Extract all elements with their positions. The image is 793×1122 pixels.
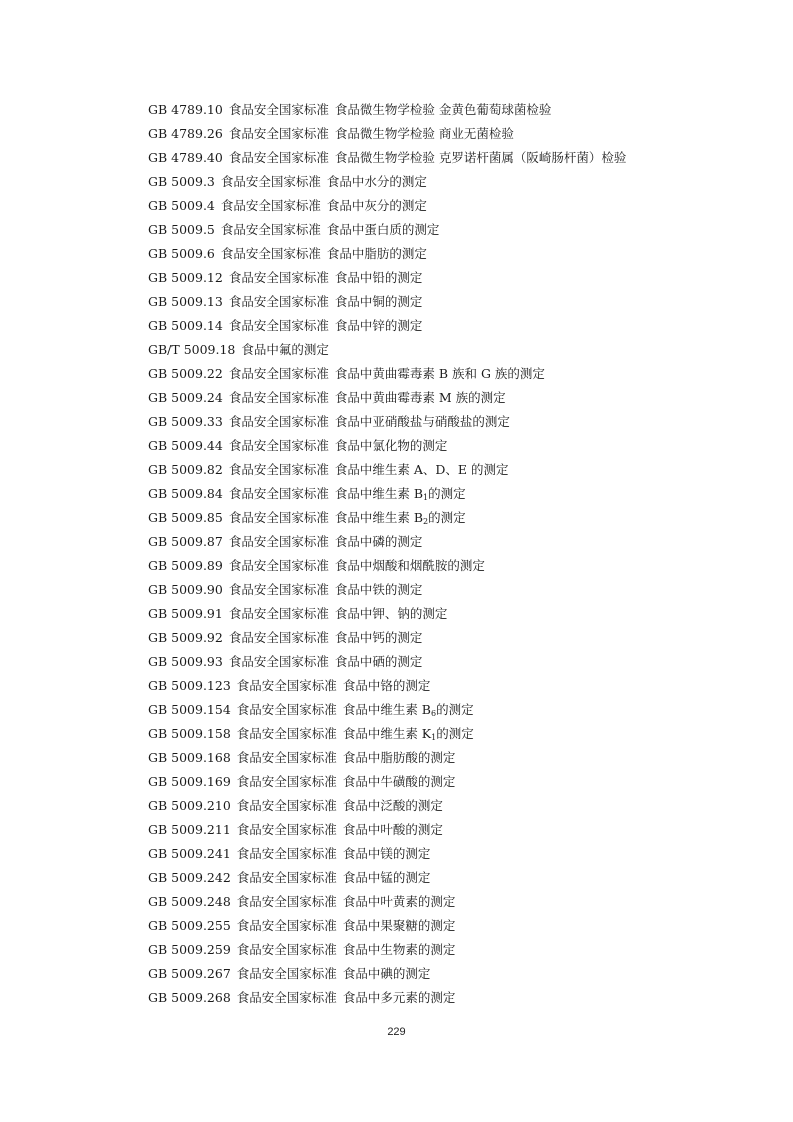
standard-title (327, 174, 427, 189)
standard-title (343, 894, 456, 909)
standard-item (148, 506, 748, 530)
standard-title-text: 食品中脂肪酸的测定 (342, 750, 456, 765)
standard-title (335, 414, 510, 429)
standard-item (148, 362, 748, 386)
page-number: 229 (387, 1026, 406, 1038)
standard-code: GB 5009.33 (148, 414, 223, 429)
standard-organization: 食品安全国家标准 (220, 198, 321, 213)
standard-code: GB 4789.40 (148, 150, 223, 165)
standard-title-text: 食品中锰的测定 (342, 870, 431, 885)
standard-title (343, 918, 456, 933)
standard-organization: 食品安全国家标准 (236, 894, 337, 909)
standard-item (148, 482, 748, 506)
standard-organization: 食品安全国家标准 (228, 438, 329, 453)
standard-item (148, 290, 748, 314)
standard-code: GB 5009.87 (148, 534, 223, 549)
standard-item (148, 818, 748, 842)
standard-title (335, 582, 423, 597)
standard-title-text: 食品中碘的测定 (342, 966, 431, 981)
standard-organization: 食品安全国家标准 (228, 606, 329, 621)
standard-title (327, 198, 427, 213)
standard-item (148, 386, 748, 410)
standard-title-suffix: 的测定 (436, 726, 474, 741)
standard-title (343, 774, 456, 789)
standard-organization: 食品安全国家标准 (228, 558, 329, 573)
standard-title-text: 食品中维生素 A、D、E 的测定 (334, 462, 509, 477)
standard-organization: 食品安全国家标准 (236, 702, 337, 717)
standard-title (335, 606, 448, 621)
standard-title-text: 食品中维生素 B (342, 702, 431, 717)
standard-organization: 食品安全国家标准 (228, 150, 329, 165)
standard-title (335, 126, 514, 141)
standard-code: GB 5009.242 (148, 870, 231, 885)
standard-title-text: 食品中多元素的测定 (342, 990, 456, 1005)
standard-code: GB 5009.259 (148, 942, 231, 957)
standard-title-text: 食品微生物学检验 商业无菌检验 (334, 126, 514, 141)
standard-title (335, 150, 626, 165)
standard-code: GB 5009.91 (148, 606, 223, 621)
standard-organization: 食品安全国家标准 (220, 246, 321, 261)
standard-title-text: 食品中脂肪的测定 (326, 246, 427, 261)
standard-organization: 食品安全国家标准 (236, 750, 337, 765)
standard-title-text: 食品微生物学检验 金黄色葡萄球菌检验 (334, 102, 552, 117)
standard-item (148, 434, 748, 458)
standard-title (343, 726, 474, 741)
standard-code: GB 4789.10 (148, 102, 223, 117)
standard-code: GB 5009.168 (148, 750, 231, 765)
standard-title-text: 食品中维生素 B (334, 510, 424, 525)
standard-organization: 食品安全国家标准 (228, 102, 329, 117)
standard-item (148, 962, 748, 986)
standard-item (148, 530, 748, 554)
standard-item (148, 938, 748, 962)
standard-title-text: 食品中铅的测定 (334, 270, 423, 285)
standards-list (148, 98, 748, 1010)
standard-title-suffix: 的测定 (428, 486, 466, 501)
standard-title (335, 318, 423, 333)
standard-code: GB 5009.169 (148, 774, 231, 789)
standard-organization: 食品安全国家标准 (236, 918, 337, 933)
standard-title-text: 食品中氯化物的测定 (334, 438, 448, 453)
standard-title-subscript: 6 (430, 709, 437, 718)
standard-title (335, 294, 423, 309)
standard-title (335, 366, 545, 381)
standard-organization: 食品安全国家标准 (228, 294, 329, 309)
standard-code: GB 5009.82 (148, 462, 223, 477)
standard-title (343, 870, 431, 885)
standard-title-text: 食品中钙的测定 (334, 630, 423, 645)
standard-code: GB 5009.158 (148, 726, 231, 741)
standard-item (148, 626, 748, 650)
standard-title (335, 510, 466, 525)
standard-title (335, 630, 423, 645)
standard-organization: 食品安全国家标准 (236, 822, 337, 837)
standard-title (327, 246, 427, 261)
standard-item (148, 98, 748, 122)
standard-title (343, 942, 456, 957)
standard-item (148, 674, 748, 698)
standard-item (148, 578, 748, 602)
standard-organization: 食品安全国家标准 (220, 222, 321, 237)
standard-title (343, 990, 456, 1005)
standard-code: GB 5009.90 (148, 582, 223, 597)
standard-title (335, 102, 551, 117)
standard-item (148, 194, 748, 218)
standard-title-subscript: 2 (423, 517, 429, 526)
standard-title-text: 食品中叶酸的测定 (342, 822, 443, 837)
standard-organization: 食品安全国家标准 (228, 270, 329, 285)
standard-organization: 食品安全国家标准 (228, 486, 329, 501)
standard-title-text: 食品中镁的测定 (342, 846, 431, 861)
standard-title-text: 食品中铜的测定 (334, 294, 423, 309)
standard-title-text: 食品中叶黄素的测定 (342, 894, 456, 909)
standard-organization: 食品安全国家标准 (228, 462, 329, 477)
standard-title (241, 342, 329, 357)
standard-title-text: 食品中烟酸和烟酰胺的测定 (334, 558, 485, 573)
standard-item (148, 698, 748, 722)
standard-code: GB 5009.84 (148, 486, 223, 501)
standard-title (335, 654, 423, 669)
standard-title-text: 食品中亚硝酸盐与硝酸盐的测定 (334, 414, 510, 429)
standard-organization: 食品安全国家标准 (228, 366, 329, 381)
standard-code: GB 5009.24 (148, 390, 223, 405)
standard-code: GB 5009.210 (148, 798, 231, 813)
standard-code: GB 5009.22 (148, 366, 223, 381)
standard-title-text: 食品中铬的测定 (342, 678, 431, 693)
standard-title (335, 390, 506, 405)
standard-item (148, 170, 748, 194)
standard-item (148, 722, 748, 746)
standard-organization: 食品安全国家标准 (228, 390, 329, 405)
standard-organization: 食品安全国家标准 (236, 774, 337, 789)
standard-code: GB 5009.13 (148, 294, 223, 309)
standard-organization: 食品安全国家标准 (228, 126, 329, 141)
standard-organization: 食品安全国家标准 (236, 726, 337, 741)
standard-title-text: 食品微生物学检验 克罗诺杆菌属（阪崎肠杆菌）检验 (334, 150, 627, 165)
standard-title-text: 食品中黄曲霉毒素 M 族的测定 (334, 390, 506, 405)
standard-title-text: 食品中黄曲霉毒素 B 族和 G 族的测定 (334, 366, 545, 381)
standard-title (335, 438, 448, 453)
standard-organization: 食品安全国家标准 (236, 870, 337, 885)
standard-title-suffix: 的测定 (436, 702, 474, 717)
standard-organization: 食品安全国家标准 (236, 966, 337, 981)
standard-code: GB 5009.89 (148, 558, 223, 573)
standard-code: GB 5009.3 (148, 174, 215, 189)
standard-title-text: 食品中硒的测定 (334, 654, 423, 669)
standard-item (148, 410, 748, 434)
standard-organization: 食品安全国家标准 (228, 654, 329, 669)
standard-title (343, 702, 474, 717)
standard-item (148, 650, 748, 674)
standard-title (327, 222, 440, 237)
standard-organization: 食品安全国家标准 (228, 510, 329, 525)
standard-title (335, 270, 423, 285)
standard-organization: 食品安全国家标准 (236, 990, 337, 1005)
standard-item (148, 122, 748, 146)
standard-code: GB 5009.248 (148, 894, 231, 909)
standard-title (335, 534, 423, 549)
standard-item (148, 266, 748, 290)
standard-code: GB 5009.12 (148, 270, 223, 285)
standard-title-text: 食品中锌的测定 (334, 318, 423, 333)
standard-code: GB 5009.93 (148, 654, 223, 669)
standard-organization: 食品安全国家标准 (236, 678, 337, 693)
standard-title-text: 食品中维生素 B (334, 486, 424, 501)
standard-item (148, 914, 748, 938)
standard-code: GB 5009.123 (148, 678, 231, 693)
standard-code: GB 5009.5 (148, 222, 215, 237)
standard-title-text: 食品中牛磺酸的测定 (342, 774, 456, 789)
standard-organization: 食品安全国家标准 (228, 630, 329, 645)
standard-code: GB 5009.154 (148, 702, 231, 717)
standard-code: GB 5009.92 (148, 630, 223, 645)
standard-item (148, 746, 748, 770)
standard-code: GB 5009.268 (148, 990, 231, 1005)
standard-title-text: 食品中氟的测定 (241, 342, 329, 357)
standard-title-text: 食品中维生素 K (342, 726, 432, 741)
standard-code: GB/T 5009.18 (148, 342, 236, 357)
standard-title-text: 食品中生物素的测定 (342, 942, 456, 957)
standard-code: GB 5009.267 (148, 966, 231, 981)
standard-item (148, 866, 748, 890)
standard-title (335, 462, 509, 477)
standard-code: GB 5009.255 (148, 918, 231, 933)
standard-title (343, 966, 431, 981)
standard-item (148, 842, 748, 866)
standard-title-text: 食品中水分的测定 (326, 174, 427, 189)
standard-code: GB 5009.4 (148, 198, 215, 213)
standard-item (148, 602, 748, 626)
standard-code: GB 5009.6 (148, 246, 215, 261)
standard-title (335, 558, 485, 573)
standard-organization: 食品安全国家标准 (228, 582, 329, 597)
standard-title (335, 486, 466, 501)
standard-title (343, 846, 431, 861)
standard-organization: 食品安全国家标准 (236, 846, 337, 861)
standard-item (148, 890, 748, 914)
standard-code: GB 5009.44 (148, 438, 223, 453)
standard-item (148, 794, 748, 818)
standard-item (148, 770, 748, 794)
standard-organization: 食品安全国家标准 (228, 534, 329, 549)
standard-title-text: 食品中蛋白质的测定 (326, 222, 440, 237)
standard-organization: 食品安全国家标准 (236, 942, 337, 957)
standard-title (343, 678, 431, 693)
standard-item (148, 242, 748, 266)
standard-code: GB 5009.211 (148, 822, 231, 837)
standard-organization: 食品安全国家标准 (228, 414, 329, 429)
standard-code: GB 4789.26 (148, 126, 223, 141)
standard-title-subscript: 1 (431, 733, 437, 742)
standard-item (148, 458, 748, 482)
standard-item (148, 554, 748, 578)
standard-item (148, 986, 748, 1010)
standard-title-text: 食品中钾、钠的测定 (334, 606, 448, 621)
standard-item (148, 314, 748, 338)
standard-title-text: 食品中灰分的测定 (326, 198, 427, 213)
standard-code: GB 5009.85 (148, 510, 223, 525)
standard-title-subscript: 1 (423, 493, 429, 502)
standard-title-text: 食品中磷的测定 (334, 534, 423, 549)
standard-title-text: 食品中铁的测定 (334, 582, 423, 597)
standard-title-text: 食品中果聚糖的测定 (342, 918, 456, 933)
standard-organization: 食品安全国家标准 (220, 174, 321, 189)
standard-title (343, 750, 456, 765)
standard-organization: 食品安全国家标准 (236, 798, 337, 813)
standard-organization: 食品安全国家标准 (228, 318, 329, 333)
standard-title (343, 798, 443, 813)
standard-title-suffix: 的测定 (428, 510, 466, 525)
standard-item (148, 146, 748, 170)
standard-item (148, 218, 748, 242)
standard-title (343, 822, 443, 837)
standard-item (148, 338, 748, 362)
standard-code: GB 5009.14 (148, 318, 223, 333)
standard-title-text: 食品中泛酸的测定 (342, 798, 443, 813)
standard-code: GB 5009.241 (148, 846, 231, 861)
